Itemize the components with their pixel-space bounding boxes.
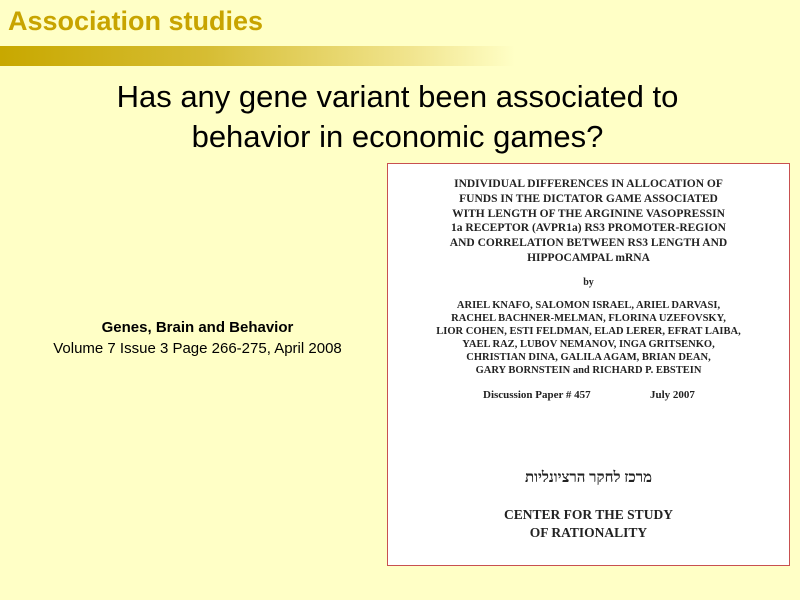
paper-author-line: RACHEL BACHNER-MELMAN, FLORINA UZEFOVSKY, <box>451 312 726 324</box>
paper-author-line: ARIEL KNAFO, SALOMON ISRAEL, ARIEL DARVASI, <box>456 300 721 311</box>
title-underline-bar <box>0 46 515 66</box>
paper-title-line: INDIVIDUAL DIFFERENCES IN ALLOCATION OF <box>454 178 723 190</box>
paper-title-line: WITH LENGTH OF THE ARGININE VASOPRESSIN <box>452 207 725 220</box>
citation-journal: Genes, Brain and Behavior <box>101 319 294 336</box>
paper-title-line: HIPPOCAMPAL mRNA <box>527 251 650 264</box>
citation <box>10 317 385 359</box>
paper-author-line: GARY BORNSTEIN and RICHARD P. EBSTEIN <box>475 364 702 376</box>
paper-hebrew-center-name: מרכז לחקר הרציונליות <box>524 470 652 486</box>
paper-title-line: AND CORRELATION BETWEEN RS3 LENGTH AND <box>449 237 728 250</box>
slide-question <box>40 77 755 157</box>
paper-title-line: FUNDS IN THE DICTATOR GAME ASSOCIATED <box>459 192 718 205</box>
paper-cover-image <box>387 163 790 566</box>
paper-discussion-number: Discussion Paper # 457 <box>483 389 591 401</box>
paper-date: July 2007 <box>650 389 695 401</box>
paper-title <box>408 177 769 266</box>
paper-author-line: CHRISTIAN DINA, GALILA AGAM, BRIAN DEAN, <box>466 351 711 363</box>
slide-title: Association studies <box>8 6 264 36</box>
paper-center-line: CENTER FOR THE STUDY <box>504 507 673 522</box>
paper-center-line: OF RATIONALITY <box>529 525 648 540</box>
question-line: Has any gene variant been associated to <box>116 79 679 114</box>
question-line: behavior in economic games? <box>191 119 604 154</box>
paper-center-name <box>388 506 789 542</box>
paper-title-line: 1a RECEPTOR (AVPR1a) RS3 PROMOTER-REGION <box>451 222 726 235</box>
citation-details: Volume 7 Issue 3 Page 266-275, April 2008 <box>53 340 342 357</box>
paper-authors <box>398 300 779 377</box>
paper-author-line: YAEL RAZ, LUBOV NEMANOV, INGA GRITSENKO, <box>462 338 715 350</box>
paper-author-line: LIOR COHEN, ESTI FELDMAN, ELAD LERER, EFRAT LAIBA, <box>436 325 741 337</box>
paper-by: by <box>583 277 594 288</box>
